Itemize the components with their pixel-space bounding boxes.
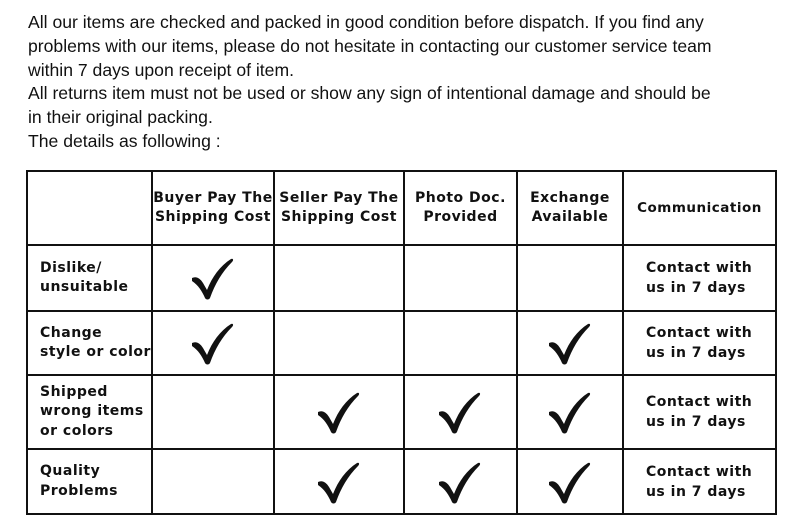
row-label-line: or colors — [40, 422, 114, 439]
return-policy-table — [26, 170, 777, 515]
cell-communication — [623, 375, 776, 449]
check-mark-icon — [438, 460, 482, 504]
header-seller-pay-line2: Shipping Cost — [280, 209, 397, 225]
communication-line: us in 7 days — [645, 483, 746, 500]
communication-line: us in 7 days — [645, 414, 746, 430]
header-photo-doc-line2: Provided — [423, 209, 498, 225]
header-buyer-pay-line1: Buyer Pay The — [153, 190, 273, 206]
header-exchange-line2: Available — [531, 209, 609, 225]
intro-line: in their original packing. — [28, 107, 213, 128]
cell-communication — [623, 245, 776, 311]
header-blank — [27, 171, 152, 245]
cell-photo-doc — [404, 245, 517, 311]
cell-buyer-pay — [152, 245, 274, 311]
cell-buyer-pay — [152, 449, 274, 514]
cell-buyer-pay — [152, 311, 274, 375]
row-label — [27, 245, 152, 311]
cell-seller-pay — [274, 245, 404, 311]
table-header-row — [27, 171, 776, 245]
cell-communication — [623, 449, 776, 514]
intro-line: problems with our items, please do not hesitate in contacting our customer service team — [28, 35, 712, 56]
cell-exchange — [517, 311, 623, 375]
header-photo-doc-line1: Photo Doc. — [415, 190, 506, 206]
row-label-line: Dislike/ — [40, 259, 102, 276]
row-label — [27, 449, 152, 514]
header-photo-doc — [404, 171, 517, 245]
intro-line: within 7 days upon receipt of item. — [28, 59, 295, 80]
intro-line: All our items are checked and packed in good condition before dispatch. If you find any — [28, 12, 704, 32]
check-mark-icon — [438, 390, 482, 434]
header-seller-pay-line1: Seller Pay The — [279, 190, 399, 206]
cell-exchange — [517, 449, 623, 514]
row-label-line: Problems — [40, 482, 119, 499]
check-mark-icon — [548, 321, 592, 365]
intro-line: The details as following : — [28, 130, 221, 151]
header-buyer-pay-line2: Shipping Cost — [154, 209, 271, 225]
header-exchange-line1: Exchange — [530, 190, 610, 206]
row-label-line: style or color — [40, 344, 151, 360]
communication-line: us in 7 days — [645, 345, 746, 361]
header-buyer-pay — [152, 171, 274, 245]
cell-communication — [623, 311, 776, 375]
cell-photo-doc — [404, 375, 517, 449]
communication-line: us in 7 days — [645, 280, 746, 296]
row-label-line: unsuitable — [40, 279, 129, 295]
row-label — [27, 375, 152, 449]
intro-text — [28, 11, 793, 154]
header-seller-pay — [274, 171, 404, 245]
cell-seller-pay — [274, 375, 404, 449]
row-label — [27, 311, 152, 375]
header-communication: Communication — [623, 171, 776, 245]
communication-line: Contact with — [645, 394, 753, 410]
header-exchange — [517, 171, 623, 245]
table-row — [27, 449, 776, 514]
table-row — [27, 311, 776, 375]
cell-seller-pay — [274, 449, 404, 514]
cell-photo-doc — [404, 449, 517, 514]
row-label-line: wrong items — [40, 403, 144, 420]
row-label-line: Change — [40, 324, 103, 341]
cell-exchange — [517, 375, 623, 449]
communication-line: Contact with — [645, 260, 753, 276]
table-row — [27, 245, 776, 311]
check-mark-icon — [317, 390, 361, 434]
check-mark-icon — [191, 321, 235, 365]
table-row — [27, 375, 776, 449]
check-mark-icon — [317, 460, 361, 504]
check-mark-icon — [548, 460, 592, 504]
check-mark-icon — [548, 390, 592, 434]
cell-exchange — [517, 245, 623, 311]
communication-line: Contact with — [645, 325, 753, 341]
communication-line: Contact with — [645, 463, 753, 480]
check-mark-icon — [191, 256, 235, 300]
row-label-line: Quality — [40, 463, 101, 479]
cell-buyer-pay — [152, 375, 274, 449]
cell-seller-pay — [274, 311, 404, 375]
row-label-line: Shipped — [40, 383, 108, 400]
cell-photo-doc — [404, 311, 517, 375]
intro-line: All returns item must not be used or show any sign of intentional damage and should be — [28, 83, 711, 104]
